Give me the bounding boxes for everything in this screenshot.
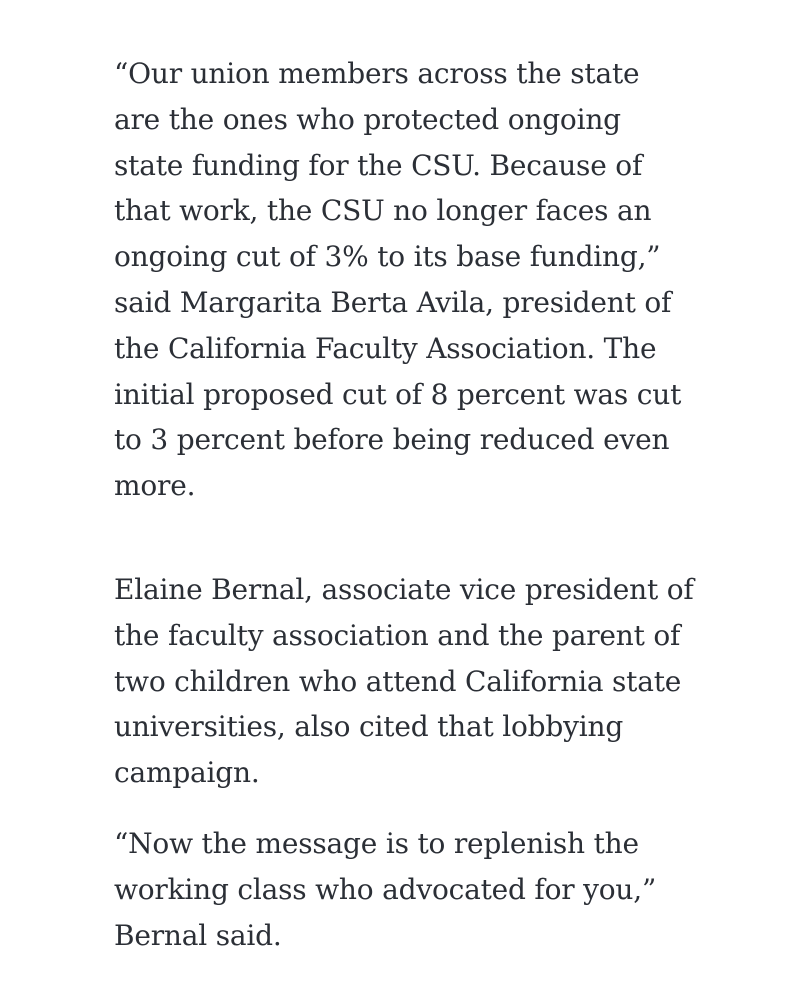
paragraph-quote-bernal: “Now the message is to replenish the working class who advocated for you,” Bernal said. <box>114 826 657 952</box>
article-body <box>114 51 714 958</box>
paragraph-bernal-intro: Elaine Bernal, associate vice president of the faculty association and the parent of two children who attend California state universities, also cited that lobbying campaign. <box>114 572 694 790</box>
paragraph-quote-avila: “Our union members across the state are the ones who protected ongoing state funding for the CSU. Because of that work, the CSU no longer faces an ongoing cut of 3% to its base funding,” said Margarita Berta Avila, president of the California Faculty Association. The initial proposed cut of 8 percent was cut to 3 percent before being reduced even more. <box>114 57 682 503</box>
